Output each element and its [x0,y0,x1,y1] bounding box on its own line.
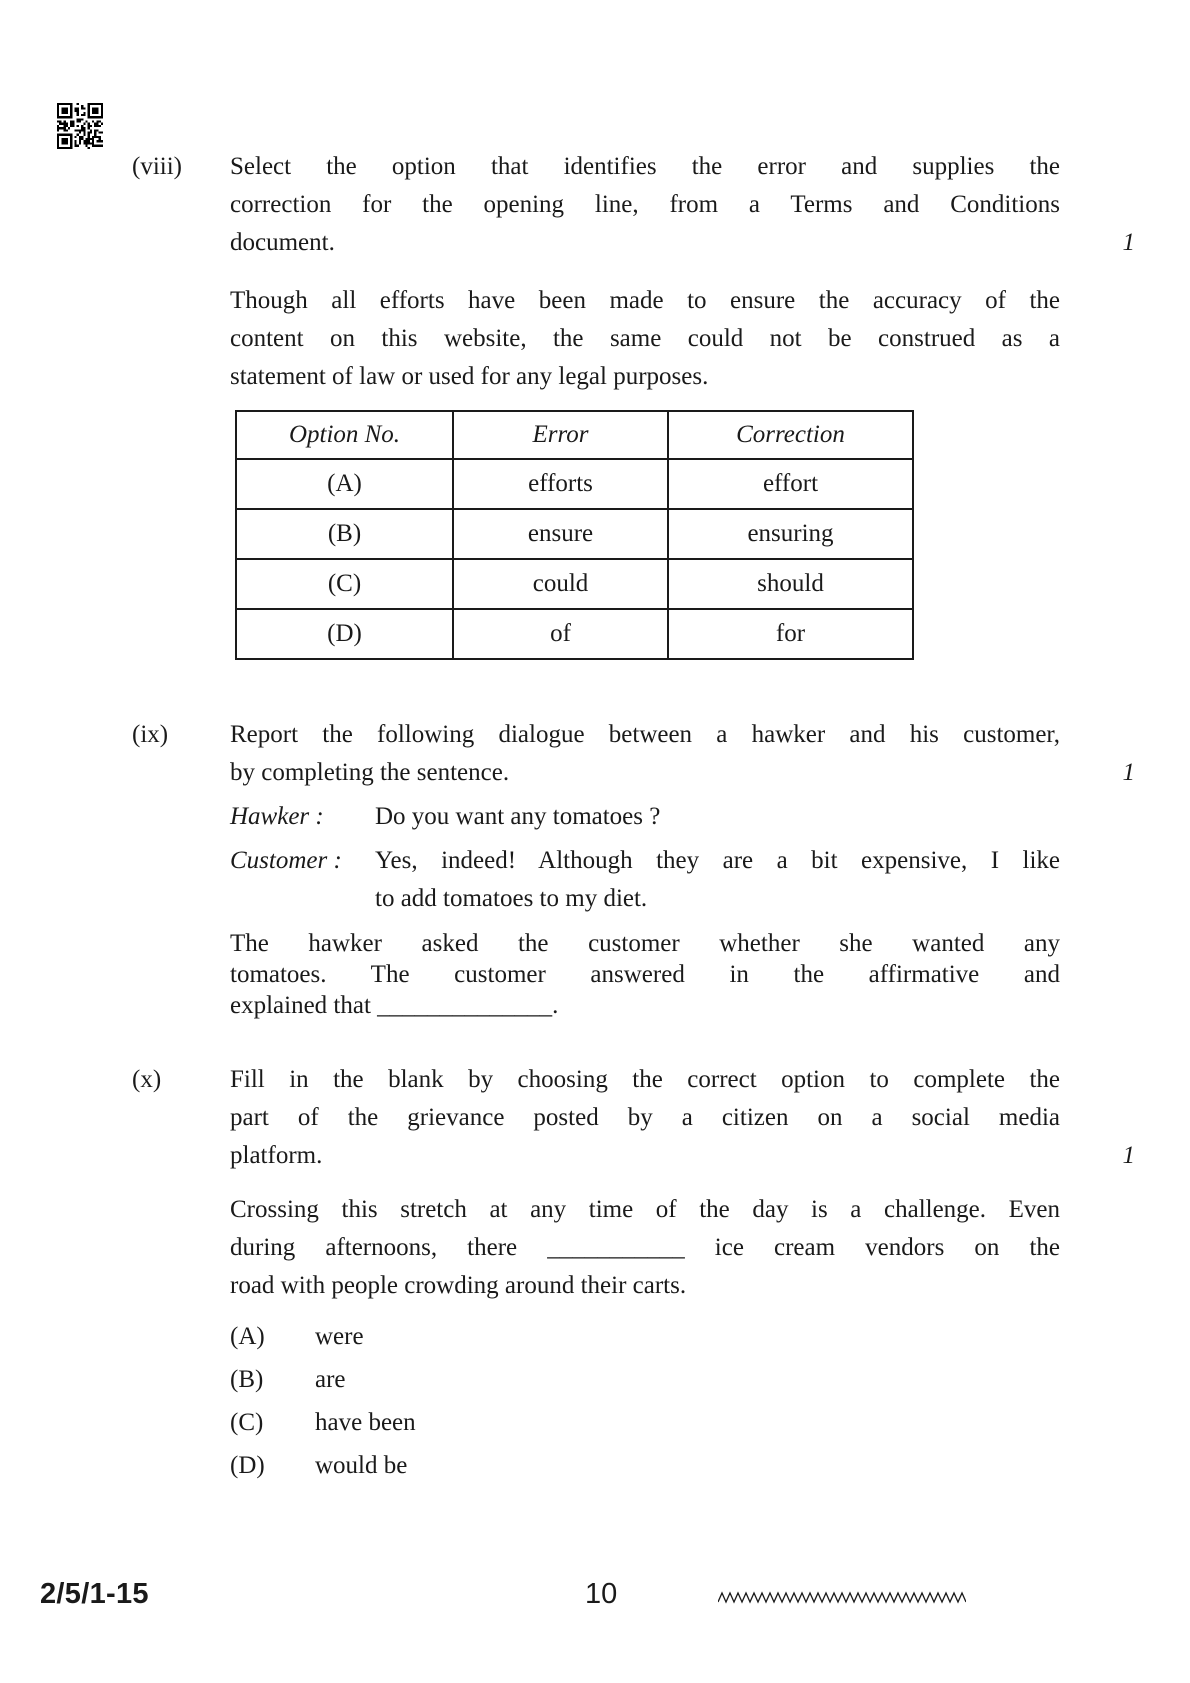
question-x-marks: 1 [1122,1142,1135,1169]
text-line: Though all efforts have been made to ensure the accuracy of the [230,287,1060,314]
text-line: road with people crowding around their carts. [230,1272,687,1299]
question-viii [132,148,1137,660]
text-line: Fill in the blank by choosing the correct option to complete the [230,1066,1060,1093]
text-line: Do you want any tomatoes ? [375,803,661,830]
text-line: during afternoons, there ___________ ice cream vendors on the [230,1234,1060,1261]
question-viii-body [230,282,1060,660]
question-ix [132,716,1137,1021]
option-label: (C) [230,1409,264,1436]
table-cell: ensuring [668,509,913,559]
dialogue-block [230,798,1060,918]
reported-speech-paragraph [230,928,1060,1021]
option-row [230,1401,1060,1444]
question-x-passage [230,1191,1060,1305]
table-cell: could [453,559,668,609]
text-line: Yes, indeed! Although they are a bit expensive, I like [375,847,1060,874]
question-ix-number: (ix) [132,721,169,748]
table-header-option-no: Option No. [236,411,453,459]
table-row [236,559,913,609]
table-cell: (B) [236,509,453,559]
table-header-error: Error [453,411,668,459]
qr-code-icon [57,103,103,149]
dialogue-text [375,842,1060,918]
question-ix-marks: 1 [1122,759,1135,786]
text-line: explained that ______________. [230,992,559,1019]
text-line: tomatoes. The customer answered in the affirmative and [230,961,1060,988]
option-text: are [315,1366,346,1393]
table-cell: should [668,559,913,609]
option-label: (B) [230,1366,264,1393]
error-table-head [236,411,913,459]
text-line: document. [230,229,335,256]
question-viii-prompt [230,148,1060,262]
question-viii-number: (viii) [132,153,182,180]
table-row [236,609,913,659]
table-cell: effort [668,459,913,509]
question-ix-header [132,716,1137,792]
text-line: content on this website, the same could not be construed as a [230,325,1060,352]
question-viii-header [132,148,1137,262]
table-row [236,509,913,559]
dialogue-speaker: Customer : [230,847,342,874]
question-ix-prompt [230,716,1060,792]
dialogue-row [230,798,1060,836]
text-line: The hawker asked the customer whether she wanted any [230,930,1060,957]
dialogue-row [230,842,1060,918]
text-line: platform. [230,1142,323,1169]
text-line: part of the grievance posted by a citizen on a social media [230,1104,1060,1131]
option-row [230,1358,1060,1401]
option-text: have been [315,1409,416,1436]
text-line: to add tomatoes to my diet. [375,885,648,912]
table-cell: ensure [453,509,668,559]
mcq-options-list [230,1315,1060,1487]
text-line: Crossing this stretch at any time of the day is a challenge. Even [230,1196,1060,1223]
option-row [230,1315,1060,1358]
table-cell: (A) [236,459,453,509]
error-table-body [236,459,913,659]
table-row [236,459,913,509]
paper-code: 2/5/1-15 [40,1578,149,1610]
text-line: statement of law or used for any legal purposes. [230,363,709,390]
text-line: Report the following dialogue between a hawker and his customer, [230,721,1060,748]
error-correction-table [235,410,914,660]
question-viii-marks: 1 [1122,229,1135,256]
option-label: (A) [230,1323,265,1350]
question-x-prompt [230,1061,1060,1175]
question-x-body [230,1191,1060,1487]
table-cell: efforts [453,459,668,509]
question-viii-passage [230,282,1060,396]
qr-code-icon [57,103,103,149]
table-cell: of [453,609,668,659]
option-label: (D) [230,1452,265,1479]
dialogue-text [375,798,1060,836]
text-line: Select the option that identifies the error and supplies the [230,153,1060,180]
table-cell: for [668,609,913,659]
page-number: 10 [585,1578,618,1610]
question-ix-body [230,798,1060,1021]
option-text: were [315,1323,364,1350]
question-x-number: (x) [132,1066,162,1093]
table-cell: (D) [236,609,453,659]
table-header-correction: Correction [668,411,913,459]
page-content [132,148,1137,1487]
zigzag-line-icon [718,1590,966,1606]
text-line: correction for the opening line, from a Terms and Conditions [230,191,1060,218]
dialogue-speaker: Hawker : [230,803,324,830]
table-cell: (C) [236,559,453,609]
option-text: would be [315,1452,408,1479]
table-header-row [236,411,913,459]
question-x [132,1061,1137,1487]
text-line: by completing the sentence. [230,759,510,786]
option-row [230,1444,1060,1487]
page-footer [0,1578,1190,1648]
question-x-header [132,1061,1137,1175]
